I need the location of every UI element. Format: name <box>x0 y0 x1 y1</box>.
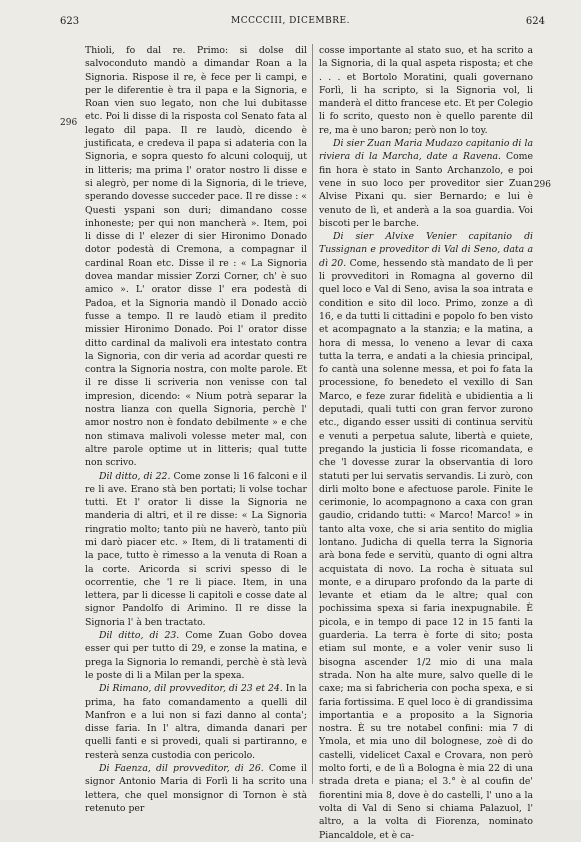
entry-text: In la prima, ha fato comandamento a quelli dil Manfron e a lui non si fazi danno al conta'; disse faria. In l' altra, dimanda danari per quelli fanti e si provedi, quali si partiranno, e resterà senza custodia con pericolo. <box>85 683 307 761</box>
running-head: MCCCCIII, DICEMBRE. <box>231 16 350 26</box>
right-page-number: 624 <box>525 16 545 27</box>
entry <box>85 629 307 682</box>
entry <box>85 762 307 815</box>
entry <box>319 230 533 842</box>
entry-title: Di sier Zuan Maria Mudazo capitanio di la riviera di la Marcha, date a Ravena. <box>319 138 533 163</box>
left-text-column <box>85 44 307 815</box>
left-margin-note: 296 <box>60 118 78 128</box>
entry-title: Dil ditto, di 23. <box>99 630 180 642</box>
entry-title: Di Faenza, dil provveditor, di 26. <box>99 763 264 775</box>
right-text-column <box>319 44 533 842</box>
page-header <box>0 16 581 36</box>
entry <box>319 137 533 230</box>
entry-title: Dil ditto, di 22. <box>99 470 171 482</box>
entry-text: Come Zuan Gobo dovea esser qui per tutto di 29, e zonse la matina, e prega la Signoria lo remandi, perchè è stà levà le poste di li a Milan per la spexa. <box>85 630 307 681</box>
entry-title: Di sier Alvixe Venier capitanio di Tussignan e proveditor di Val di Seno, data a dì 20. <box>319 231 533 269</box>
paragraph: cosse importante al stato suo, et ha scrito a la Signoria, di la qual aspeta risposta; et che . . . et Bortolo Moratini, quali governano Forlì, li ha scripto, si la Signoria vol, li manderà el ditto francese etc. Et per Colegio li fo scrito, questo non è quello parente dil re, ma è uno baron; però non lo toy. <box>319 45 533 136</box>
entry-text: Come il signor Antonio Maria di Forlì li ha scrito una lettera, che quel monsignor di Tornon è stà retenuto per <box>85 763 307 814</box>
paragraph: Thioli, fo dal re. Primo: si dolse dil salvoconduto mandò a dimandar Roan a la Signoria. Rispose il re, è fece per li campi, e per le diferentie è tra il papa e la Signoria, e Roan vien suo legato, non che lui dubitasse etc. Poi li disse di la risposta col Senato fata al legato dil papa. Il re laudò, dicendo è justificata, e credeva il papa si adateria con la Signoria, e sopra questo fo alcuni coloquij, ut in litteris; ma prima l' orator nostro li disse e si alegrò, per nome di la Signoria, di le trieve, sperando dovesse succeder pace. Il re disse : « Questi yspani son duri; dimandano cosse inhoneste; per qui non mancherà ». Item, poi li disse di l' elezer di sier Hironimo Donado dotor podestà di Cremona, a compagnar il cardinal Roan etc. Disse il re : « La Signoria dovea mandar missier Zorzi Corner, ch' è suo amico ». L' orator disse l' era podestà di Padoa, et la Signoria mandò il Donado acciò fusse a tempo. Il re laudò etiam il predito missier Hironimo Donado. Poi l' orator disse ditto cardinal da malivoli era intestato contra la Signoria, con dir veria ad acordar questi re contra la Signoria nostra, con molte parole. Et il re disse li scriveria non venisse con tal impresion, dicendo: « Nium potrà separar la nostra lianza con quella Signoria, perchè l' amor nostro non è fondato debilmente » e che non stimava malivoli volesse meter mal, con altre parole optime ut in litteris; qual tutte non scrivo. <box>85 45 307 469</box>
column-divider <box>312 44 313 784</box>
entry <box>85 682 307 762</box>
entry-text: Come, hessendo stà mandato de lì per li provveditori in Romagna al governo dil quel loco e Val di Seno, avisa la soa intrata e condition e sito dil loco. Primo, zonze a dì 16, e da tutti li cittadini e popolo fo ben visto et acompagnato a la stanzia; e la matina, a hora di messa, lo veneno a levar di caxa tutta la terra, e andati a la chiesia principal, fo cantà una solenne messa, et poi fo fata la processione, fo benedeto el vexillo di San Marco, e feze zurar fidelità e ubidientia a li deputadi, quali tutti con gran fervor zurono etc., digando esser ussiti di continua servitù e venuti a perpetua salute, libertà e quiete, pregando la justicia li fosse ricomandata, e che 'l dovesse zurar la observantia di loro statuti per lui servatis servandis. Li zurò, con dirli molto bone e afectuose parole. Finite le cerimonie, lo acompagnono a caxa con gran gaudio, cridando tutti: « Marco! Marco! » in tanto alta voxe, che si aria sentito do miglia lontano. Judicha di quella terra la Signoria arà bona fede e servitù, quanto di ogni altra acquistata di novo. La rocha è situata sul monte, e a diruparo profondo da la parte di levante et etiam da le altre; qual con pochissima spexa si faria inexpugnabile. È picola, e in tempo di pace 12 in 15 fanti la guarderia. La terra è forte di sito; posta etiam sul monte, e a voler venir suso li bisogna ascender 1/2 mio di una mala strada. Non ha alte mure, salvo quelle di le caxe; ma si fabricheria con pocha spexa, e si faria fortissima. E quel loco è di grandissima importantia e a proposito a la Signoria nostra. È su tre notabel confini: mia 7 di Ymola, et mia uno dil bolognese, zoè di do castelli, videlicet Caxal e Crovara, non però molto forti, e de lì a Bologna è mia 22 di una strada dreta e piana; el 3.° è al coufin de' fiorentini mia 8, dove è do castelli, l' uno a la volta di Val di Seno si chiama Palazuol, l' altro, a la volta di Fiorenza, nominato Piancaldole, et è ca- <box>319 257 533 841</box>
entry-text: Come zonse li 16 falconi e il re li ave. Erano stà ben portati; li volse tochar tutti. Et l' orator li disse la Signoria ne manderia di altri, et il re disse: « La Signoria ringratio molto; tanto più ne haverò, tanto più mi darò piacer etc. » Item, di li tratamenti di la pace, tutto è rimesso a la venuta di Roan a la corte. Aricorda si scrivi spesso di le ocorrentie, che 'l re li piace. Item, in una lettera, par li dicesse li capitoli e cosse date al signor Pandolfo di Arimino. Il re disse la Signoria l' à ben tractato. <box>85 470 307 628</box>
left-page-number: 623 <box>60 16 80 27</box>
entry-text: Come fin hora è stato in Santo Archanzolo, e poi vene in suo loco per proveditor sier Zuan Alvise Pixani qu. sier Bernardo; e lui è venuto de lì, et anderà a la soa guardia. Voi biscoti per le barche. <box>319 151 533 229</box>
right-margin-note: 296 <box>533 180 551 190</box>
entry <box>85 470 307 630</box>
entry-title: Di Rimano, dil provveditor, di 23 et 24. <box>99 683 283 695</box>
